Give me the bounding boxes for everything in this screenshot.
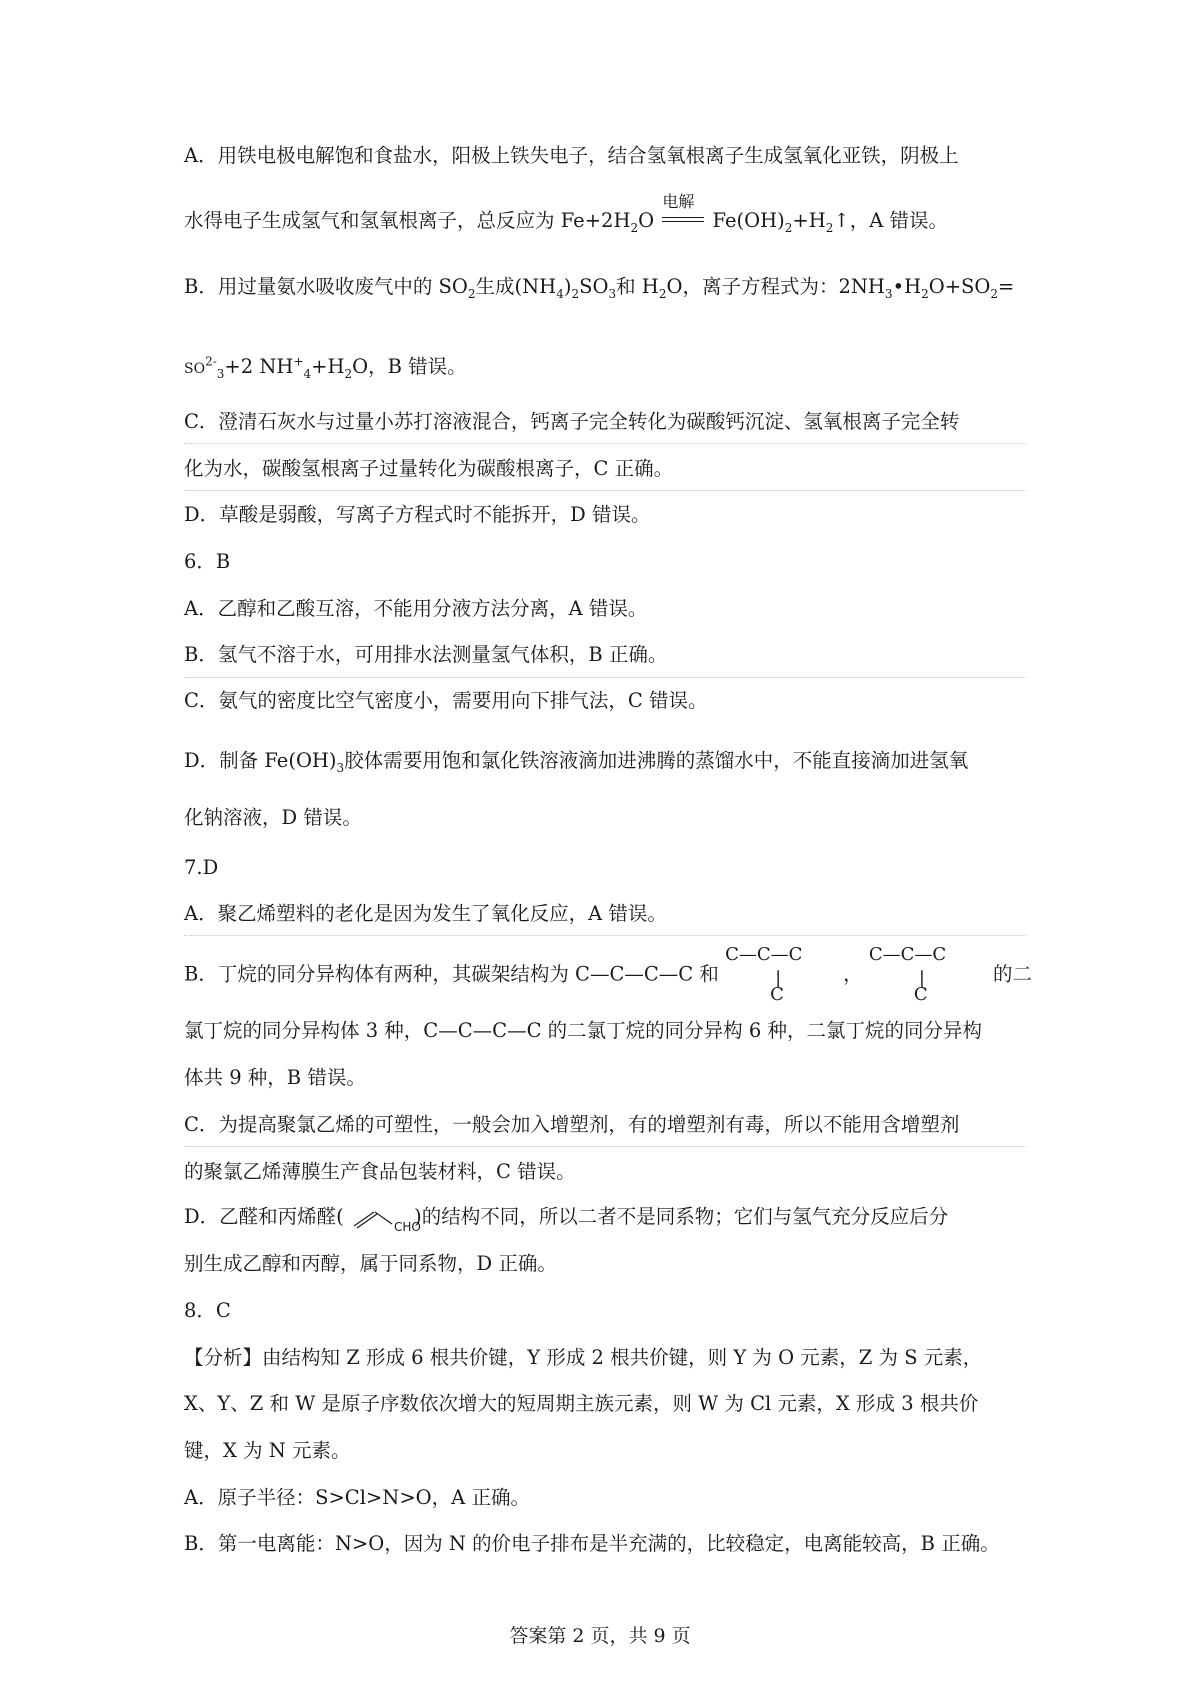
text-line: C．为提高聚氯乙烯的可塑性，一般会加入增塑剂，有的增塑剂有毒，所以不能用含增塑剂 (184, 1113, 960, 1136)
text-line: 键，X 为 N 元素。 (184, 1439, 351, 1462)
electrolysis-equals-sign: 电解 (660, 209, 706, 235)
question-number: 7.D (184, 856, 219, 879)
text-line: X、Y、Z 和 W 是原子序数依次增大的短周期主族元素，则 W 为 Cl 元素，X 形成 3 根共价 (184, 1392, 979, 1415)
dotted-divider (184, 443, 1026, 444)
text-line: B．丁烷的同分异构体有两种，其碳架结构为 C—C—C—C 和 C—C—C | C ， C—C—C | C 的二 (184, 944, 1033, 1005)
text-line: D．草酸是弱酸，写离子方程式时不能拆开，D 错误。 (184, 503, 651, 526)
text-line: 氯丁烷的同分异构体 3 种，C—C—C—C 的二氯丁烷的同分异构 6 种，二氯丁烷的同分异构 (184, 1019, 982, 1042)
question-number: 8．C (184, 1299, 231, 1322)
text-line: B．用过量氨水吸收废气中的 $SO_2$生成$(NH_4)_2SO_3$和 $H_2O$，离子方程式为：$2NH_3•H_2O+SO_2=$ (184, 275, 1015, 301)
text-line: 化钠溶液，D 错误。 (184, 806, 362, 829)
page-footer: 答案第 2 页，共 9 页 (509, 1625, 691, 1647)
text-line: 水得电子生成氢气和氢氧根离子，总反应为 $Fe+2H_2O$ 电解 $Fe(OH)_2+H_2↑$，A 错误。 (184, 191, 948, 235)
text-line: 【分析】由结构知 Z 形成 6 根共价键，Y 形成 2 根共价键，则 Y 为 O 元素，Z 为 S 元素， (184, 1346, 983, 1369)
text-line: C．氨气的密度比空气密度小，需要用向下排气法，C 错误。 (184, 689, 708, 712)
text-line: D．制备 $Fe(OH)_3$胶体需要用饱和氯化铁溶液滴加进沸腾的蒸馏水中，不能直接滴加进氢氧 (184, 749, 969, 775)
text-line: 体共 9 种，B 错误。 (184, 1066, 366, 1089)
question-number: 6．B (184, 550, 231, 573)
text-line: B．第一电离能：N>O，因为 N 的价电子排布是半充满的，比较稳定，电离能较高，B 正确。 (184, 1532, 1000, 1555)
text-line: D．乙醛和丙烯醛( CHO )的结构不同，所以二者不是同系物；它们与氢气充分反应后分 (184, 1205, 949, 1234)
text-line: 化为水，碳酸氢根离子过量转化为碳酸根离子，C 正确。 (184, 457, 674, 480)
acrolein-structure-icon: CHO (350, 1206, 408, 1230)
text-line: $SO^{2-}_3+2$ $NH^+_4+H_2O$，B 错误。 (184, 354, 467, 381)
text-line: A．原子半径：S>Cl>N>O，A 正确。 (184, 1486, 530, 1509)
text-line: 的聚氯乙烯薄膜生产食品包装材料，C 错误。 (184, 1160, 576, 1183)
text-line: C．澄清石灰水与过量小苏打溶液混合，钙离子完全转化为碳酸钙沉淀、氢氧根离子完全转 (184, 410, 960, 433)
text-line: A．乙醇和乙酸互溶，不能用分液方法分离，A 错误。 (184, 597, 648, 620)
dotted-divider (184, 1146, 1026, 1147)
dotted-divider (184, 935, 1026, 936)
isobutane-skeleton-structure: C—C—C | C (725, 944, 803, 1005)
isobutane-skeleton-structure: C—C—C | C (868, 944, 947, 1005)
text-line: A．用铁电极电解饱和食盐水，阳极上铁失电子，结合氢氧根离子生成氢氧化亚铁，阴极上 (184, 144, 959, 167)
text-line: A．聚乙烯塑料的老化是因为发生了氧化反应，A 错误。 (184, 902, 667, 925)
text-line: 别生成乙醇和丙醇，属于同系物，D 正确。 (184, 1252, 557, 1275)
dotted-divider (184, 677, 1026, 678)
dotted-divider (184, 490, 1026, 491)
text-line: B．氢气不溶于水，可用排水法测量氢气体积，B 正确。 (184, 643, 668, 666)
